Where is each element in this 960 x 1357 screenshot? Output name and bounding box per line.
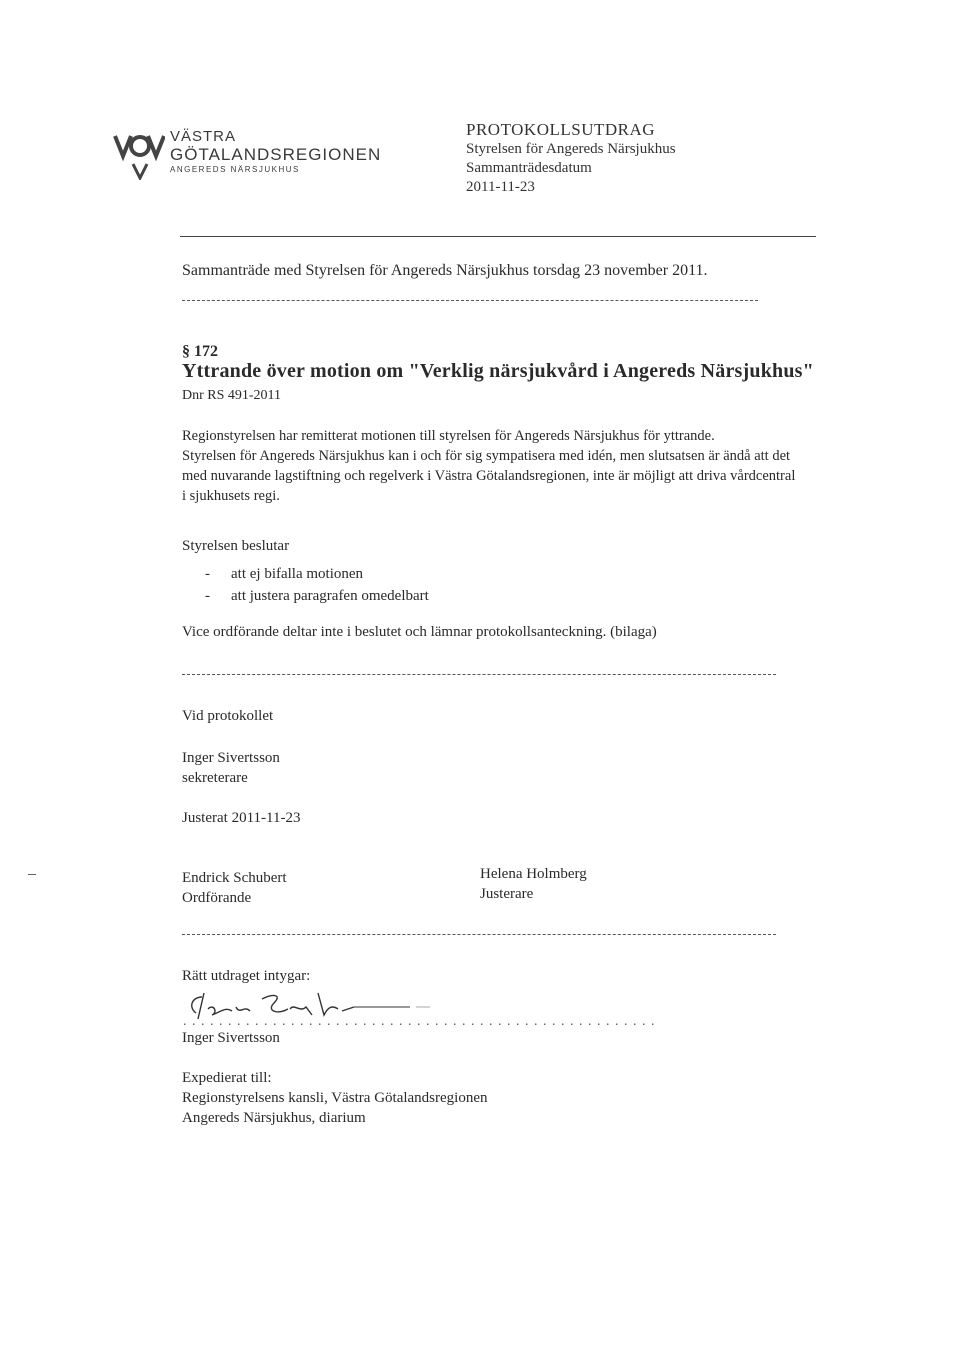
logo-line-2: GÖTALANDSREGIONEN (170, 145, 382, 164)
body-paragraph-2: Styrelsen för Angereds Närsjukhus kan i och för sig sympatisera med idén, men slutsatsen är ändå att det med nuvarande lagstiftning och regelverk i Västra Götalandsregionen, inte är möjligt att driva vårdcentral i sjukhusets regi. (182, 448, 796, 504)
logo-line-3: ANGEREDS NÄRSJUKHUS (170, 165, 300, 174)
registration-number: Dnr RS 491-2011 (182, 388, 282, 403)
body-paragraph-1: Regionstyrelsen har remitterat motionen till styrelsen för Angereds Närsjukhus för yttrande. (182, 428, 715, 444)
header-organization: Styrelsen för Angereds Närsjukhus (466, 141, 676, 157)
protocol-note: Vice ordförande deltar inte i beslutet och lämnar protokollsanteckning. (bilaga) (182, 624, 657, 640)
region-logo-text (170, 128, 381, 176)
secretary-title: sekreterare (182, 770, 248, 786)
dashed-divider-1 (182, 300, 758, 301)
document-header (466, 120, 676, 197)
section-heading: Yttrande över motion om "Verklig närsjukvård i Angereds Närsjukhus" (182, 360, 814, 382)
header-date: 2011-11-23 (466, 179, 535, 195)
document-title: PROTOKOLLSUTDRAG (466, 120, 656, 139)
dashed-divider-3 (182, 934, 776, 935)
header-date-label: Sammanträdesdatum (466, 160, 592, 176)
protocol-label: Vid protokollet (182, 708, 274, 724)
adjusted-date: Justerat 2011-11-23 (182, 810, 301, 826)
decision-label: Styrelsen beslutar (182, 538, 290, 554)
decision-item: - att justera paragrafen omedelbart (205, 588, 429, 604)
paragraph-number: § 172 (182, 343, 218, 360)
adjuster-name: Helena Holmberg (480, 866, 587, 882)
recipient-item: Angereds Närsjukhus, diarium (182, 1110, 366, 1126)
chair-name: Endrick Schubert (182, 870, 287, 886)
signature-dotted-line: . . . . . . . . . . . . . . . . . . . . . . . . . . . . . . . . . . . . . . . . . . . . . . . . . . . . . (183, 1014, 656, 1029)
decision-item: - att ej bifalla motionen (205, 566, 364, 582)
meeting-line: Sammanträde med Styrelsen för Angereds Närsjukhus torsdag 23 november 2011. (182, 262, 708, 279)
certification-label: Rätt utdraget intygar: (182, 968, 311, 984)
logo-line-1: VÄSTRA (170, 128, 237, 145)
margin-mark (28, 874, 36, 875)
chair-role: Ordförande (182, 890, 252, 906)
adjuster-role: Justerare (480, 886, 534, 902)
certifier-name: Inger Sivertsson (182, 1030, 280, 1046)
dashed-divider-2 (182, 674, 776, 675)
header-divider (180, 236, 816, 237)
region-logo-icon (113, 130, 165, 180)
section-body (182, 426, 802, 506)
recipient-item: Regionstyrelsens kansli, Västra Götalandsregionen (182, 1090, 488, 1106)
secretary-name: Inger Sivertsson (182, 750, 280, 766)
distribution-label: Expedierat till: (182, 1070, 272, 1086)
